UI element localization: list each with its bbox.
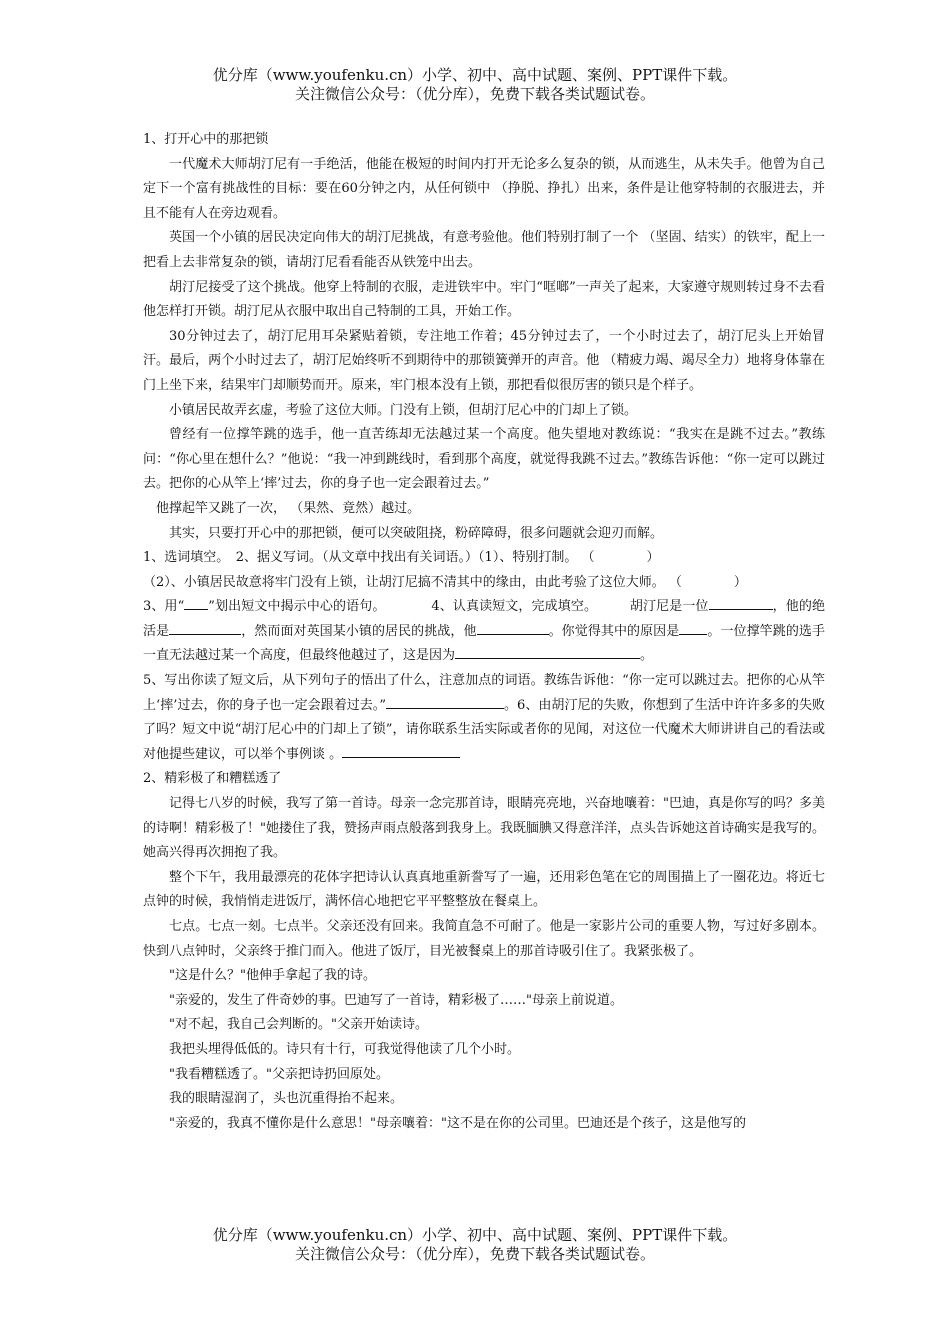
s2-paragraph-3: 七点。七点一刻。七点半。父亲还没有回来。我简直急不可耐了。他是一家影片公司的重要人物，写过好多剧本。快到八点钟时，父亲终于推门而入。他进了饭厅，目光被餐桌上的那首诗吸引住了。我紧张极了。: [143, 919, 825, 959]
s2-paragraph-2: 整个下午，我用最漂亮的花体字把诗认认真真地重新誊写了一遍，还用彩色笔在它的周围描上了一圈花边。将近七点钟的时候，我悄悄走进饭厅，满怀信心地把它平平整整放在餐桌上。: [143, 869, 825, 910]
q5-text: 5、写出你读了短文后，从下列句子的悟出了什么，注意加点的词语。教练告诉他：“你一定可以跳过去。把你的心从竿上‘摔’过去，你的身子也一定会跟着过去。”: [143, 673, 825, 713]
question-3-4: [143, 595, 825, 669]
s2-paragraph-10: "亲爱的，我真不懂你是什么意思！"母亲嚷着："这不是在你的公司里。巴迪还是个孩子，这是他写的: [169, 1115, 746, 1131]
answer-blank-because[interactable]: [455, 644, 640, 659]
footer-line-1: 优分库（www.youfenku.cn）小学、初中、高中试题、案例、PPT课件下载。: [212, 1226, 738, 1244]
answer-blank-identity[interactable]: [709, 595, 773, 610]
q3-prefix: 3、用“: [143, 599, 185, 615]
answer-blank-skill[interactable]: [169, 620, 241, 635]
page-header: [0, 66, 950, 104]
answer-blank-opinion[interactable]: [342, 743, 460, 758]
s1-paragraph-2: 英国一个小镇的居民决定向伟大的胡汀尼挑战，有意考验他。他们特别打制了一个 （坚固、结实）的铁牢，配上一把看上去非常复杂的锁，请胡汀尼看看能否从铁笼中出去。: [143, 230, 825, 270]
s2-paragraph-4: "这是什么？"他伸手拿起了我的诗。: [169, 968, 376, 984]
header-line-1: 优分库（www.youfenku.cn）小学、初中、高中试题、案例、PPT课件下载。: [212, 66, 738, 84]
answer-blank-reason[interactable]: [679, 620, 707, 635]
question-1-2: 1、选词填空。 2、据义写词。（从文章中找出有关词语。）（1）、特别打制。 （ ）: [143, 550, 660, 566]
s2-paragraph-6: "对不起，我自己会判断的。"父亲开始读诗。: [169, 1017, 428, 1033]
question-2-2: （2）、小镇居民故意将牢门没有上锁，让胡汀尼搞不清其中的缘由，由此考验了这位大师。 （ ）: [143, 574, 747, 590]
s1-paragraph-5: 小镇居民故弄玄虚，考验了这位大师。门没有上锁，但胡汀尼心中的门却上了锁。: [169, 402, 638, 418]
s2-paragraph-1: 记得七八岁的时候，我写了第一首诗。母亲一念完那首诗，眼睛亮亮地，兴奋地嚷着："巴迪，真是你写的吗？多美的诗啊！精彩极了！"她搂住了我，赞扬声雨点般落到我身上。我既腼腆又得意洋洋，点头告诉她这首诗确实是我写的。她高兴得再次拥抱了我。: [143, 796, 825, 861]
page-footer: [0, 1226, 950, 1264]
q4-part-c: 。你觉得其中的原因是: [548, 623, 680, 639]
header-line-2: 关注微信公众号：（优分库），免费下载各类试题试卷。: [294, 85, 655, 103]
s1-paragraph-4: 30分钟过去了，胡汀尼用耳朵紧贴着锁，专注地工作着；45分钟过去了，一个小时过去了，胡汀尼头上开始冒汗。最后，两个小时过去了，胡汀尼始终听不到期待中的那锁簧弹开的声音。他 （精疲力竭、竭尽全力）地将身体靠在门上坐下来，结果牢门却顺势而开。原来，牢门根本没有上锁，那把看似很厉害的锁只是个样子。: [143, 328, 825, 393]
section-2-title: 2、精彩极了和糟糕透了: [143, 771, 282, 787]
s1-paragraph-3: 胡汀尼接受了这个挑战。他穿上特制的衣服，走进铁牢中。牢门“哐啷”一声关了起来，大家遵守规则转过身不去看他怎样打开锁。胡汀尼从衣服中取出自己特制的工具，开始工作。: [143, 279, 825, 320]
s1-paragraph-6: 曾经有一位撑竿跳的选手，他一直苦练却无法越过某一个高度。他失望地对教练说：“我实在是跳不过去。”教练问：“你心里在想什么？”他说：“我一冲到跳线时，看到那个高度，就觉得我跳不过去。”教练告诉他：“你一定可以跳过去。把你的心从竿上‘摔’过去，你的身子也一定会跟着过去。”: [143, 427, 825, 492]
section-1-title: 1、打开心中的那把锁: [143, 132, 269, 147]
q4-part-a: ，他的绝活是: [143, 599, 825, 639]
footer-line-2: 关注微信公众号：（优分库），免费下载各类试题试卷。: [294, 1245, 655, 1263]
s2-paragraph-9: 我的眼睛湿润了，头也沉重得抬不起来。: [169, 1091, 404, 1107]
answer-blank-result[interactable]: [477, 620, 549, 635]
s2-paragraph-5: "亲爱的，发生了件奇妙的事。巴迪写了一首诗，精彩极了……"母亲上前说道。: [169, 992, 623, 1008]
s1-paragraph-8: 其实，只要打开心中的那把锁，便可以突破阻挠，粉碎障碍，很多问题就会迎刃而解。: [169, 525, 664, 541]
s1-paragraph-7: 他撑起竿又跳了一次， （果然、竟然）越过。: [156, 500, 421, 516]
q4-part-b: ，然而面对英国某小镇的居民的挑战，他: [241, 623, 477, 639]
underline-sample: [184, 595, 208, 610]
s2-paragraph-8: "我看糟糕透了。"父亲把诗扔回原处。: [169, 1066, 389, 1082]
q4-part-d: 。一位撑竿跳的选手一直无法越过某一个高度，但最终他越过了，这是因为: [143, 623, 825, 664]
document-body: [143, 128, 825, 1136]
q6-text: 。6、由胡汀尼的失败，你想到了生活中许许多多的失败了吗？短文中说“胡汀尼心中的门却上了锁”，请你联系生活实际或者你的见闻，对这位一代魔术大师讲讲自己的看法或对他提些建议，可以举个事例谈 。: [143, 697, 825, 762]
s2-paragraph-7: 我把头埋得低低的。诗只有十行，可我觉得他读了几个小时。: [169, 1041, 521, 1057]
s1-paragraph-1: 一代魔术大师胡汀尼有一手绝活，他能在极短的时间内打开无论多么复杂的锁，从而逃生，从未失手。他曾为自己定下一个富有挑战性的目标：要在60分钟之内，从任何锁中 （挣脱、挣扎）出来，条件是让他穿特制的衣服进去，并且不能有人在旁边观看。: [143, 156, 825, 221]
q4-part-e: 。: [640, 648, 654, 664]
question-5-6: [143, 669, 825, 767]
answer-blank-insight[interactable]: [386, 694, 504, 709]
q3-suffix: ”划出短文中揭示中心的语句。 4、认真读短文，完成填空。 胡汀尼是一位: [208, 599, 709, 615]
